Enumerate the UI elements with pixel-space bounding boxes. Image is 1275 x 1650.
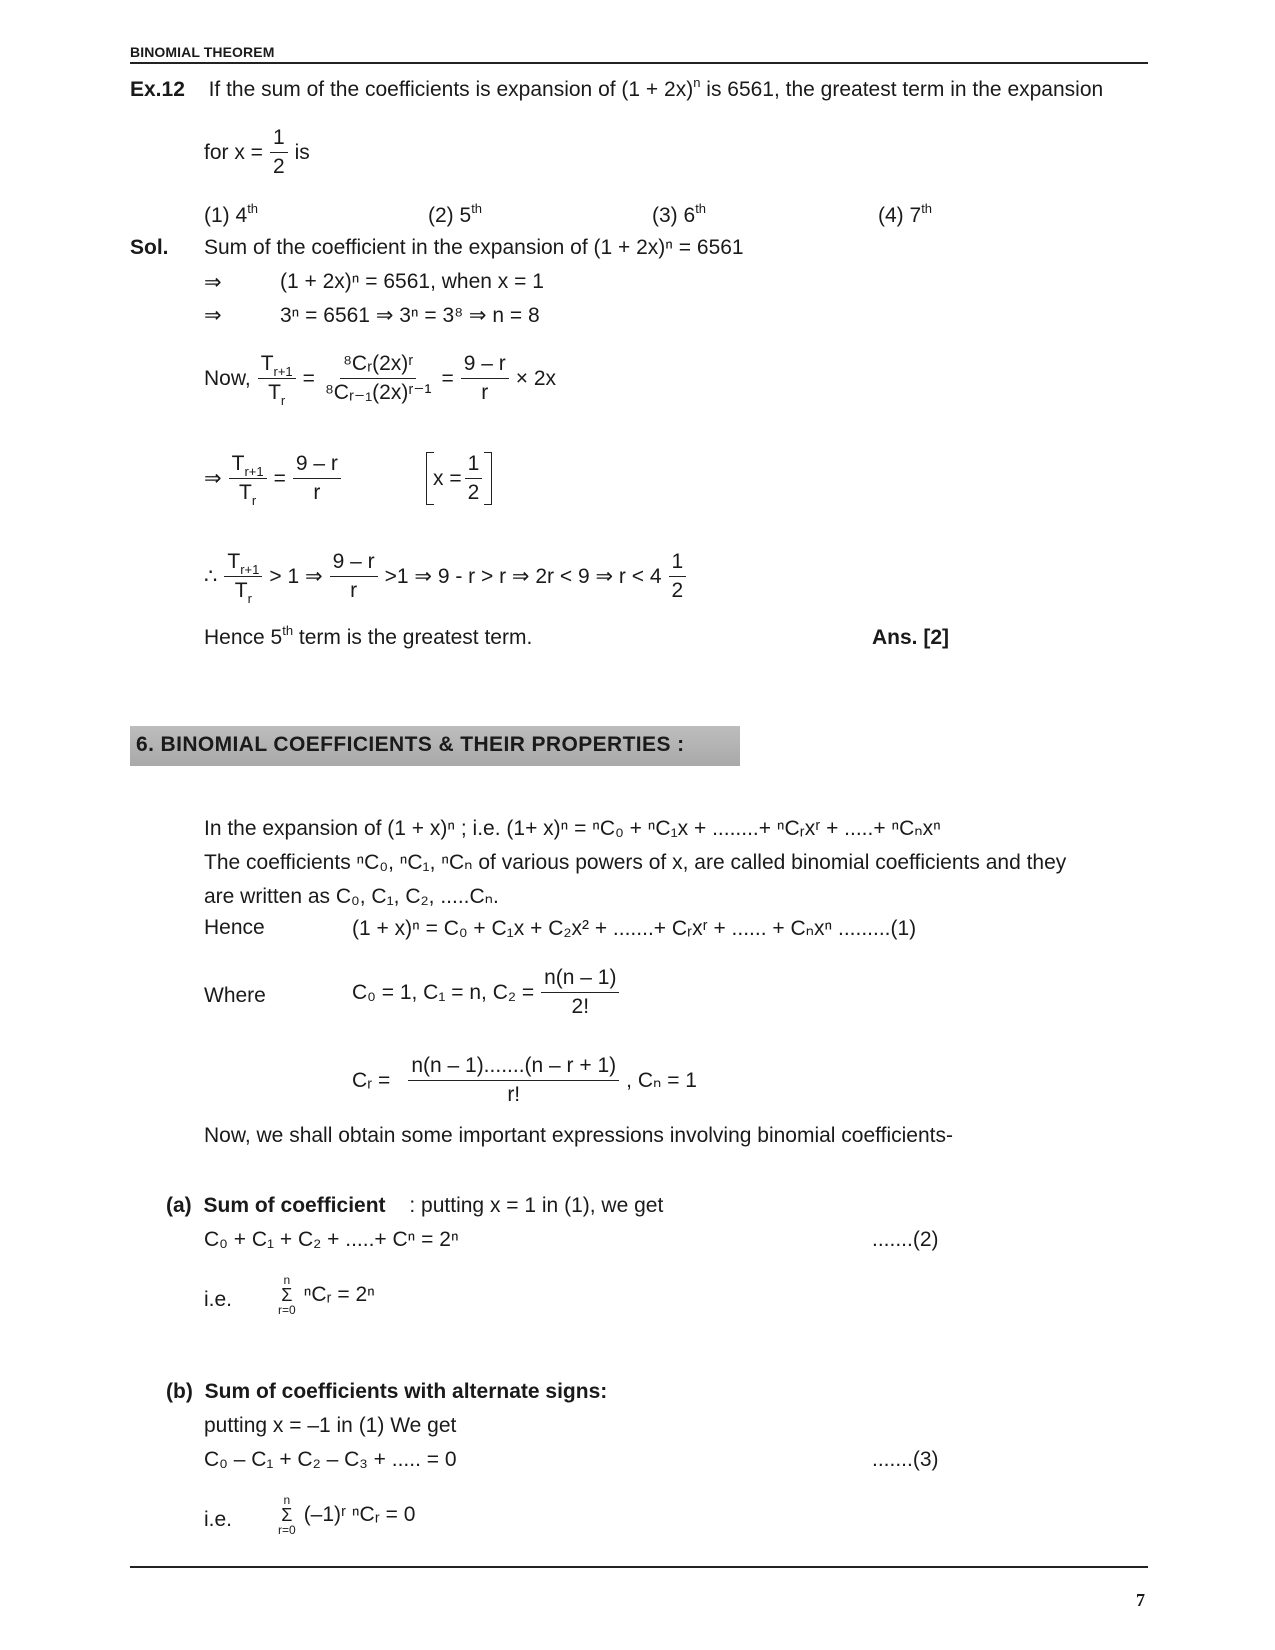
- option-2: (2) 5th: [428, 201, 483, 227]
- property-b-heading: (b) Sum of coefficients with alternate signs:: [166, 1380, 608, 1403]
- page-number: 7: [1136, 1590, 1145, 1610]
- solution-line-3: 3ⁿ = 6561 ⇒ 3ⁿ = 3⁸ ⇒ n = 8: [280, 304, 540, 327]
- equation-number-2: .......(2): [872, 1228, 939, 1251]
- therefore-icon: ∴: [204, 565, 218, 589]
- example-label: Ex.12: [130, 78, 185, 101]
- solution-line-2: (1 + 2x)ⁿ = 6561, when x = 1: [280, 270, 544, 293]
- header-rule: [130, 62, 1148, 64]
- ratio-equation: Now, $\frac{T_{r+1}}{T_r}$ = $\frac{\text{⁸Cᵣ(2x)ʳ}}{\text{⁸Cᵣ₋₁(2x)ʳ⁻¹}}$ = $\frac{9 - r}{r}$ × 2x: [204, 352, 557, 409]
- equation-number-3: .......(3): [872, 1448, 939, 1471]
- running-header: BINOMIAL THEOREM: [130, 44, 275, 60]
- implies-icon: ⇒: [204, 271, 222, 294]
- option-4: (4) 7th: [878, 201, 933, 227]
- hence-label: Hence: [204, 916, 265, 939]
- sigma-icon: n Σ r=0: [278, 1493, 296, 1537]
- property-b-expression: C₀ – C₁ + C₂ – C₃ + ..... = 0: [204, 1448, 457, 1471]
- ratio-simplified: ⇒ $\frac{T_{r+1}}{T_r}$ = $\frac{9 - r}{r}$: [204, 452, 344, 505]
- bracket-x-half: x = $\frac{1}{2}$: [426, 452, 492, 505]
- sigma-icon: n Σ r=0: [278, 1273, 296, 1317]
- section-lead: Now, we shall obtain some important expressions involving binomial coefficients-: [204, 1124, 953, 1147]
- inequality-line: ∴ $\frac{T_{r+1}}{T_r}$ > 1 ⇒ $\frac{9 - r}{r}$ >1 ⇒ 9 - r > r ⇒ 2r < 9 ⇒ r < 4 $\frac{1}{2}$: [204, 550, 689, 603]
- answer: Ans. [2]: [872, 626, 950, 649]
- ie-label: i.e.: [204, 1288, 233, 1311]
- property-a-heading: (a) Sum of coefficient : putting x = 1 in (1), we get: [166, 1194, 664, 1217]
- example-question: Ex.12 If the sum of the coefficients is expansion of $(1 + 2x)^n$ is 6561, the greatest term in the expansion: [130, 75, 1104, 101]
- section-intro-3: are written as C₀, C₁, C₂, .....Cₙ.: [204, 885, 499, 908]
- option-1: (1) 4th: [204, 201, 259, 227]
- conclusion: Hence 5th term is the greatest term.: [204, 623, 533, 649]
- property-a-expression: C₀ + C₁ + C₂ + .....+ Cⁿ = 2ⁿ: [204, 1228, 459, 1251]
- section-heading: 6. BINOMIAL COEFFICIENTS & THEIR PROPERTIES :: [130, 726, 740, 766]
- where-label: Where: [204, 984, 266, 1007]
- fraction-half: $\frac{1}{2}$: [270, 126, 288, 179]
- solution-line-1: Sum of the coefficient in the expansion of (1 + 2x)ⁿ = 6561: [204, 236, 744, 259]
- solution-label: Sol.: [130, 236, 169, 259]
- implies-icon: ⇒: [204, 304, 222, 327]
- property-b-description: putting x = –1 in (1) We get: [204, 1414, 457, 1437]
- example-condition: for x = $\frac{1}{2}$ is: [204, 126, 310, 179]
- footer-rule: [130, 1566, 1148, 1568]
- section-intro-1: In the expansion of (1 + x)ⁿ ; i.e. (1+ x)ⁿ = ⁿC₀ + ⁿC₁x + ........+ ⁿCᵣxʳ + .....+ ⁿCₙxⁿ: [204, 817, 941, 840]
- coefficient-definitions: C₀ = 1, C₁ = n, C₂ = $\frac{n(n - 1)}{2!}$: [352, 966, 622, 1019]
- ie-label: i.e.: [204, 1508, 233, 1531]
- property-a-summation: n Σ r=0 ⁿCᵣ = 2ⁿ: [278, 1273, 375, 1317]
- option-3: (3) 6th: [652, 201, 707, 227]
- cr-definition: Cᵣ = $\frac{n(n - 1).......(n - r + 1)}{r!}$ , Cₙ = 1: [352, 1054, 697, 1107]
- expansion-equation-1: (1 + x)ⁿ = C₀ + C₁x + C₂x² + .......+ Cᵣxʳ + ...... + Cₙxⁿ .........(1): [352, 917, 917, 940]
- section-intro-2: The coefficients ⁿC₀, ⁿC₁, ⁿCₙ of various powers of x, are called binomial coefficients and they: [204, 851, 1067, 874]
- property-b-summation: n Σ r=0 (–1)ʳ ⁿCᵣ = 0: [278, 1493, 416, 1537]
